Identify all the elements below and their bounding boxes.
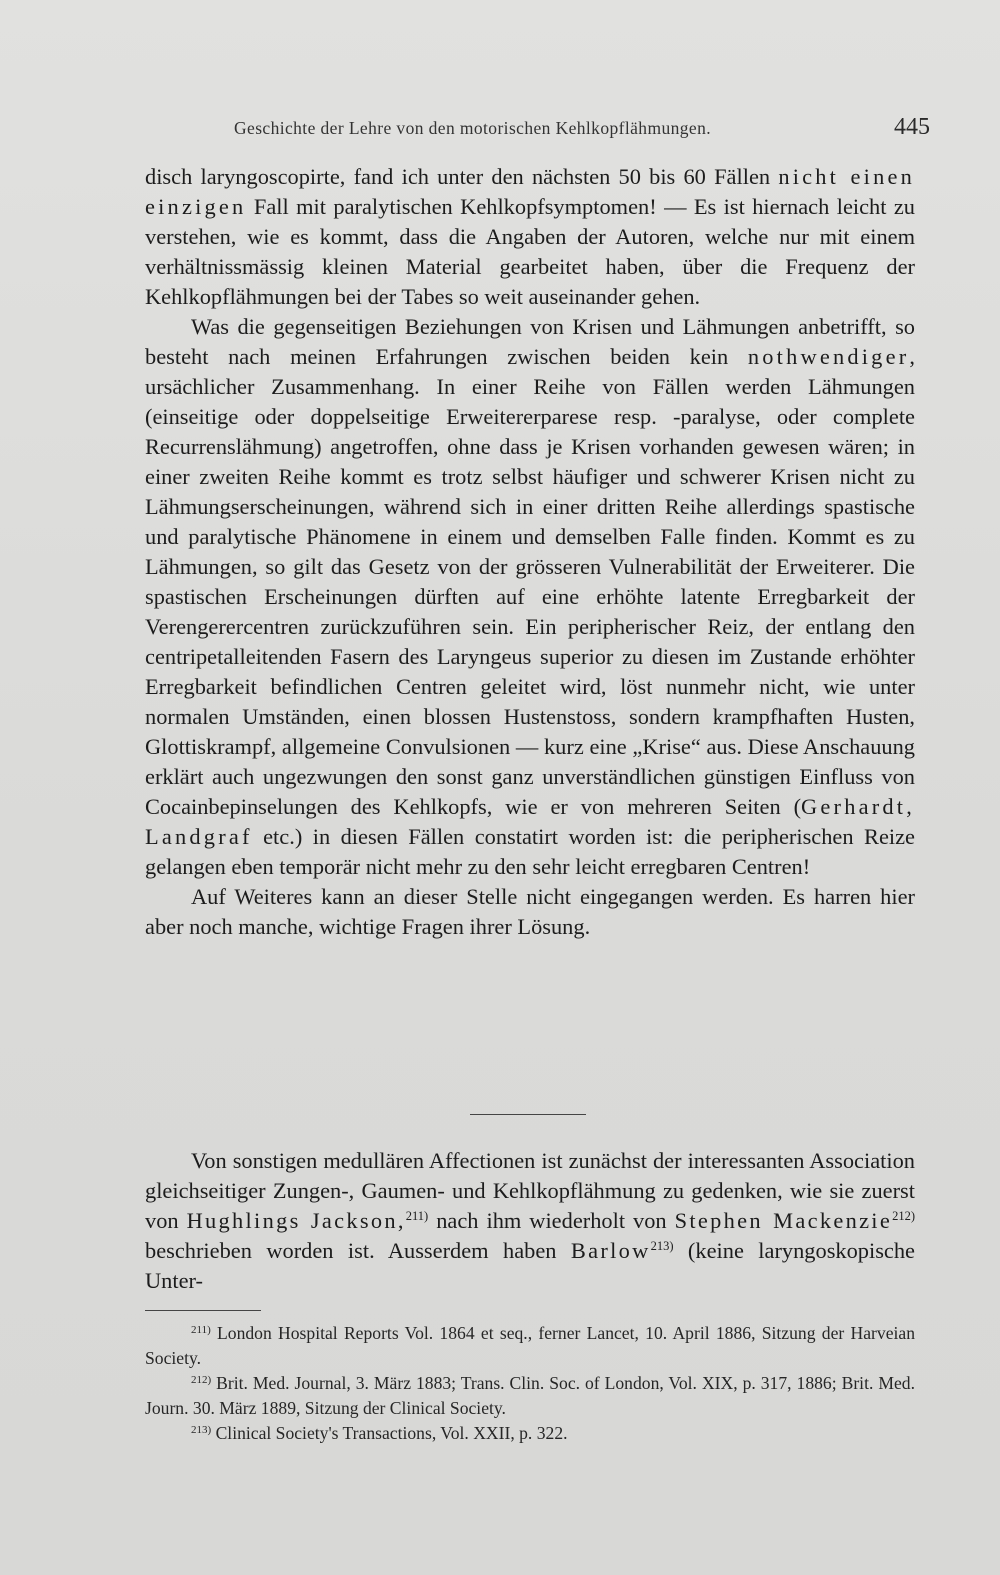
footnote-marker: 211) bbox=[191, 1324, 211, 1336]
footnote-ref-213[interactable]: 213) bbox=[650, 1239, 674, 1253]
paragraph-2-text-c: etc.) in diesen Fällen constatirt worden ist: die peripherischen Reize gelangen eben temporär nicht mehr zu den sehr leicht erregbaren Centren! bbox=[145, 824, 915, 879]
footnotes bbox=[145, 1321, 915, 1446]
author-barlow: Barlow bbox=[570, 1238, 651, 1263]
paragraph-2 bbox=[145, 312, 915, 882]
paragraph-1-spaced: nicht einen einzigen bbox=[145, 164, 915, 219]
paragraph-2-text-a: Was die gegenseitigen Beziehungen von Krisen und Lähmungen anbetrifft, so besteht nach meinen Erfahrungen zwischen beiden kein bbox=[145, 314, 915, 369]
footnote-marker: 212) bbox=[191, 1374, 212, 1386]
footnote-212 bbox=[145, 1371, 915, 1421]
running-title: Geschichte der Lehre von den motorischen Kehlkopflähmungen. bbox=[234, 118, 711, 138]
paragraph-4 bbox=[145, 1146, 915, 1296]
paragraph-4-text-a: Von sonstigen medullären Affectionen ist zunächst der interessanten Association gleichseitiger Zungen-, Gaumen- und Kehlkopflähmung zu gedenken, wie sie zuerst von bbox=[145, 1148, 915, 1233]
page-number: 445 bbox=[894, 114, 930, 140]
footnote-ref-211[interactable]: 211) bbox=[405, 1209, 429, 1223]
paragraph-4-text-b: nach ihm wiederholt von bbox=[428, 1208, 675, 1233]
paragraph-2-spaced: nothwendiger bbox=[747, 344, 910, 369]
paragraph-1-text-b: Fall mit paralytischen Kehlkopfsymptomen! — Es ist hiernach leicht zu verstehen, wie es kommt, dass die Angaben der Autoren, welche nur mit einem verhältnissmässig kleinen Material gearbeitet haben, über die Frequenz der Kehlkopflähmungen bei der Tabes so weit auseinander gehen. bbox=[145, 194, 915, 309]
paragraph-4-text-c: beschrieben worden ist. Ausserdem haben bbox=[145, 1238, 571, 1263]
paragraph-3: Auf Weiteres kann an dieser Stelle nicht eingegangen werden. Es harren hier aber noch manche, wichtige Fragen ihrer Lösung. bbox=[145, 884, 915, 939]
paragraph-4-text-d: (keine laryngoskopische Unter- bbox=[145, 1238, 915, 1293]
footnote-text: Clinical Society's Transactions, Vol. XXII, p. 322. bbox=[211, 1423, 568, 1443]
footnote-ref-212[interactable]: 212) bbox=[892, 1209, 915, 1223]
author-hughlings-jackson: Hughlings Jackson, bbox=[186, 1208, 406, 1233]
main-text bbox=[145, 162, 915, 942]
footnote-text: London Hospital Reports Vol. 1864 et seq., ferner Lancet, 10. April 1886, Sitzung der Harveian Society. bbox=[145, 1323, 915, 1368]
footnote-213 bbox=[145, 1421, 915, 1446]
footnote-text: Brit. Med. Journal, 3. März 1883; Trans. Clin. Soc. of London, Vol. XIX, p. 317, 1886; Brit. Med. Journ. 30. März 1889, Sitzung der Clinical Society. bbox=[145, 1373, 915, 1418]
footnote-divider bbox=[145, 1310, 261, 1311]
paragraph-1-text-a: disch laryngoscopirte, fand ich unter den nächsten 50 bis 60 Fällen bbox=[145, 164, 779, 189]
main-text-continued bbox=[145, 1146, 915, 1296]
paragraph-2-text-b: , ursächlicher Zusammenhang. In einer Reihe von Fällen werden Lähmungen (einseitige oder doppelseitige Erweitererparese resp. -paralyse, oder complete Recurrenslähmung) angetroffen, ohne dass je Krisen vorhanden gewesen wären; in einer zweiten Reihe kommt es trotz selbst häufiger und schwerer Krisen nicht zu Lähmungserscheinungen, während sich in einer dritten Reihe allerdings spastische und paralytische Phänomene in einem und demselben Falle finden. Kommt es zu Lähmungen, so gilt das Gesetz von der grösseren Vulnerabilität der Erweiterer. Die spastischen Erscheinungen dürften auf eine erhöhte latente Erregbarkeit der Verengerercentren zurückzuführen sein. Ein peripherischer Reiz, der entlang den centripetalleitenden Fasern des Laryngeus superior zu diesen im Zustande erhöhter Erregbarkeit befindlichen Centren geleitet wird, löst nunmehr nicht, wie unter normalen Umständen, einen blossen Hustenstoss, sondern krampfhaften Husten, Glottiskrampf, allgemeine Convulsionen — kurz eine „Krise“ aus. Diese Anschauung erklärt auch ungezwungen den sonst ganz unverständlichen günstigen Einfluss von Cocainbepinselungen des Kehlkopfs, wie er von mehreren Seiten ( bbox=[145, 344, 915, 819]
footnote-211 bbox=[145, 1321, 915, 1371]
page-header bbox=[234, 112, 930, 152]
author-stephen-mackenzie: Stephen Mackenzie bbox=[674, 1208, 893, 1233]
footnote-marker: 213) bbox=[191, 1424, 212, 1436]
section-divider bbox=[470, 1114, 586, 1115]
paragraph-2-spaced-names: Gerhardt, Landgraf bbox=[145, 794, 915, 849]
paragraph-1 bbox=[145, 162, 915, 312]
